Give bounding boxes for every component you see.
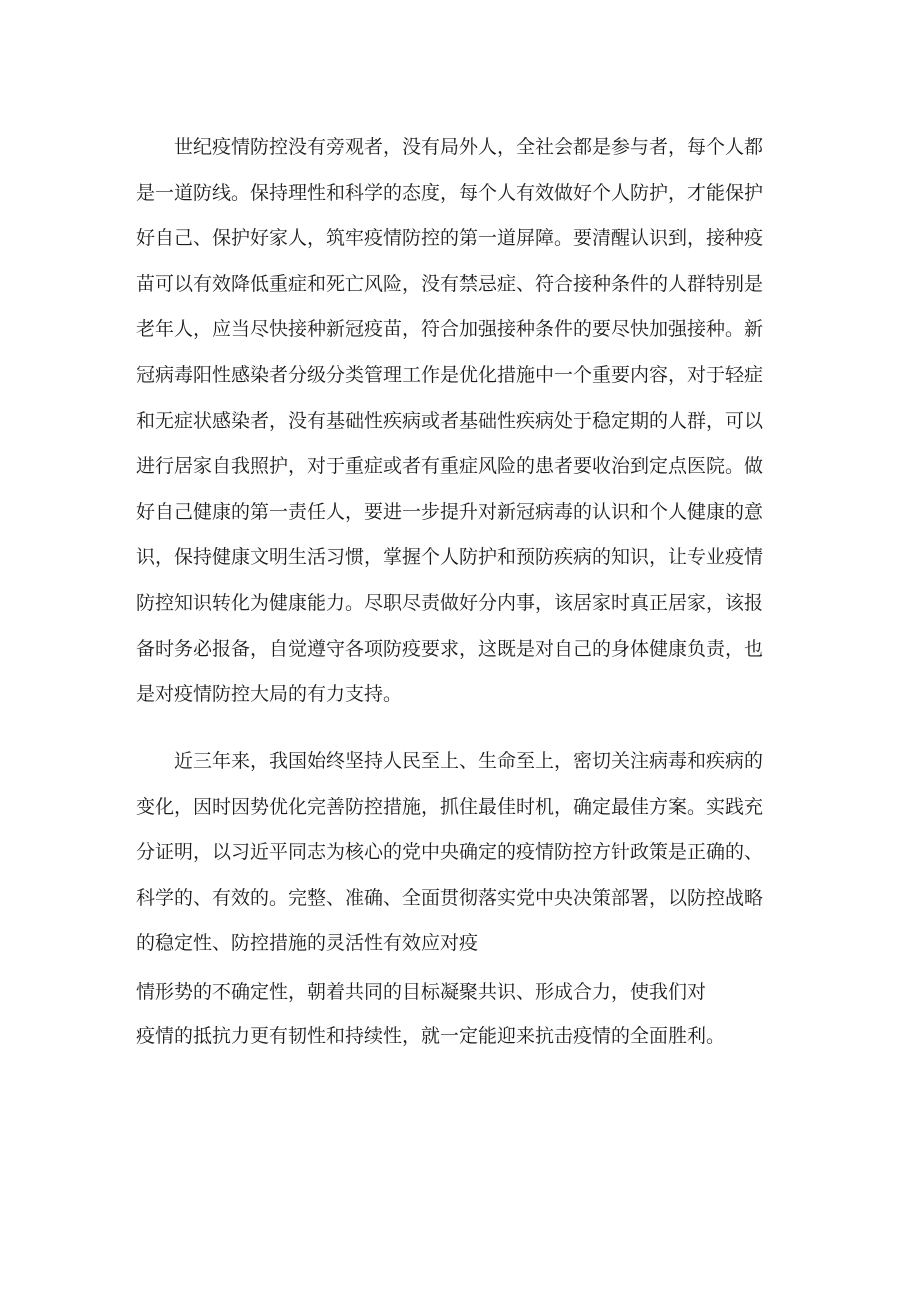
text-line: 科学的、有效的。完整、准确、全面贯彻落实党中央决策部署，以防控战略 (136, 887, 764, 909)
text-line: 疫情的抵抗力更有韧性和持续性，就一定能迎来抗击疫情的全面胜利。 (136, 1025, 726, 1047)
text-line: 好自己健康的第一责任人，要进一步提升对新冠病毒的认识和个人健康的意 (136, 501, 764, 523)
text-line: 是一道防线。保持理性和科学的态度，每个人有效做好个人防护，才能保护 (136, 182, 764, 204)
text-line: 变化，因时因势优化完善防控措施，抓住最佳时机，确定最佳方案。实践充 (136, 796, 764, 818)
text-line: 分证明，以习近平同志为核心的党中央确定的疫情防控方针政策是正确的、 (136, 841, 764, 863)
text-line: 冠病毒阳性感染者分级分类管理工作是优化措施中一个重要内容，对于轻症 (136, 364, 764, 386)
text-line: 情形势的不确定性，朝着共同的目标凝聚共识、形成合力，使我们对 (136, 981, 707, 1003)
text-line: 识，保持健康文明生活习惯，掌握个人防护和预防疾病的知识，让专业疫情 (136, 546, 764, 568)
text-line: 苗可以有效降低重症和死亡风险，没有禁忌症、符合接种条件的人群特别是 (136, 273, 764, 295)
text-line: 是对疫情防控大局的有力支持。 (136, 683, 403, 705)
text-line: 进行居家自我照护，对于重症或者有重症风险的患者要收治到定点医院。做 (136, 455, 764, 477)
text-line: 防控知识转化为健康能力。尽职尽责做好分内事，该居家时真正居家，该报 (136, 592, 764, 614)
text-line: 近三年来，我国始终坚持人民至上、生命至上，密切关注病毒和疾病的 (174, 750, 764, 772)
text-line: 和无症状感染者，没有基础性疾病或者基础性疾病处于稳定期的人群，可以 (136, 410, 764, 432)
text-line: 世纪疫情防控没有旁观者，没有局外人，全社会都是参与者，每个人都 (174, 136, 764, 158)
text-line: 备时务必报备，自觉遵守各项防疫要求，这既是对自己的身体健康负责，也 (136, 638, 764, 660)
text-line: 的稳定性、防控措施的灵活性有效应对疫 (136, 932, 479, 954)
text-line: 老年人，应当尽快接种新冠疫苗，符合加强接种条件的要尽快加强接种。新 (136, 318, 764, 340)
text-line: 好自己、保护好家人，筑牢疫情防控的第一道屏障。要清醒认识到，接种疫 (136, 227, 764, 249)
